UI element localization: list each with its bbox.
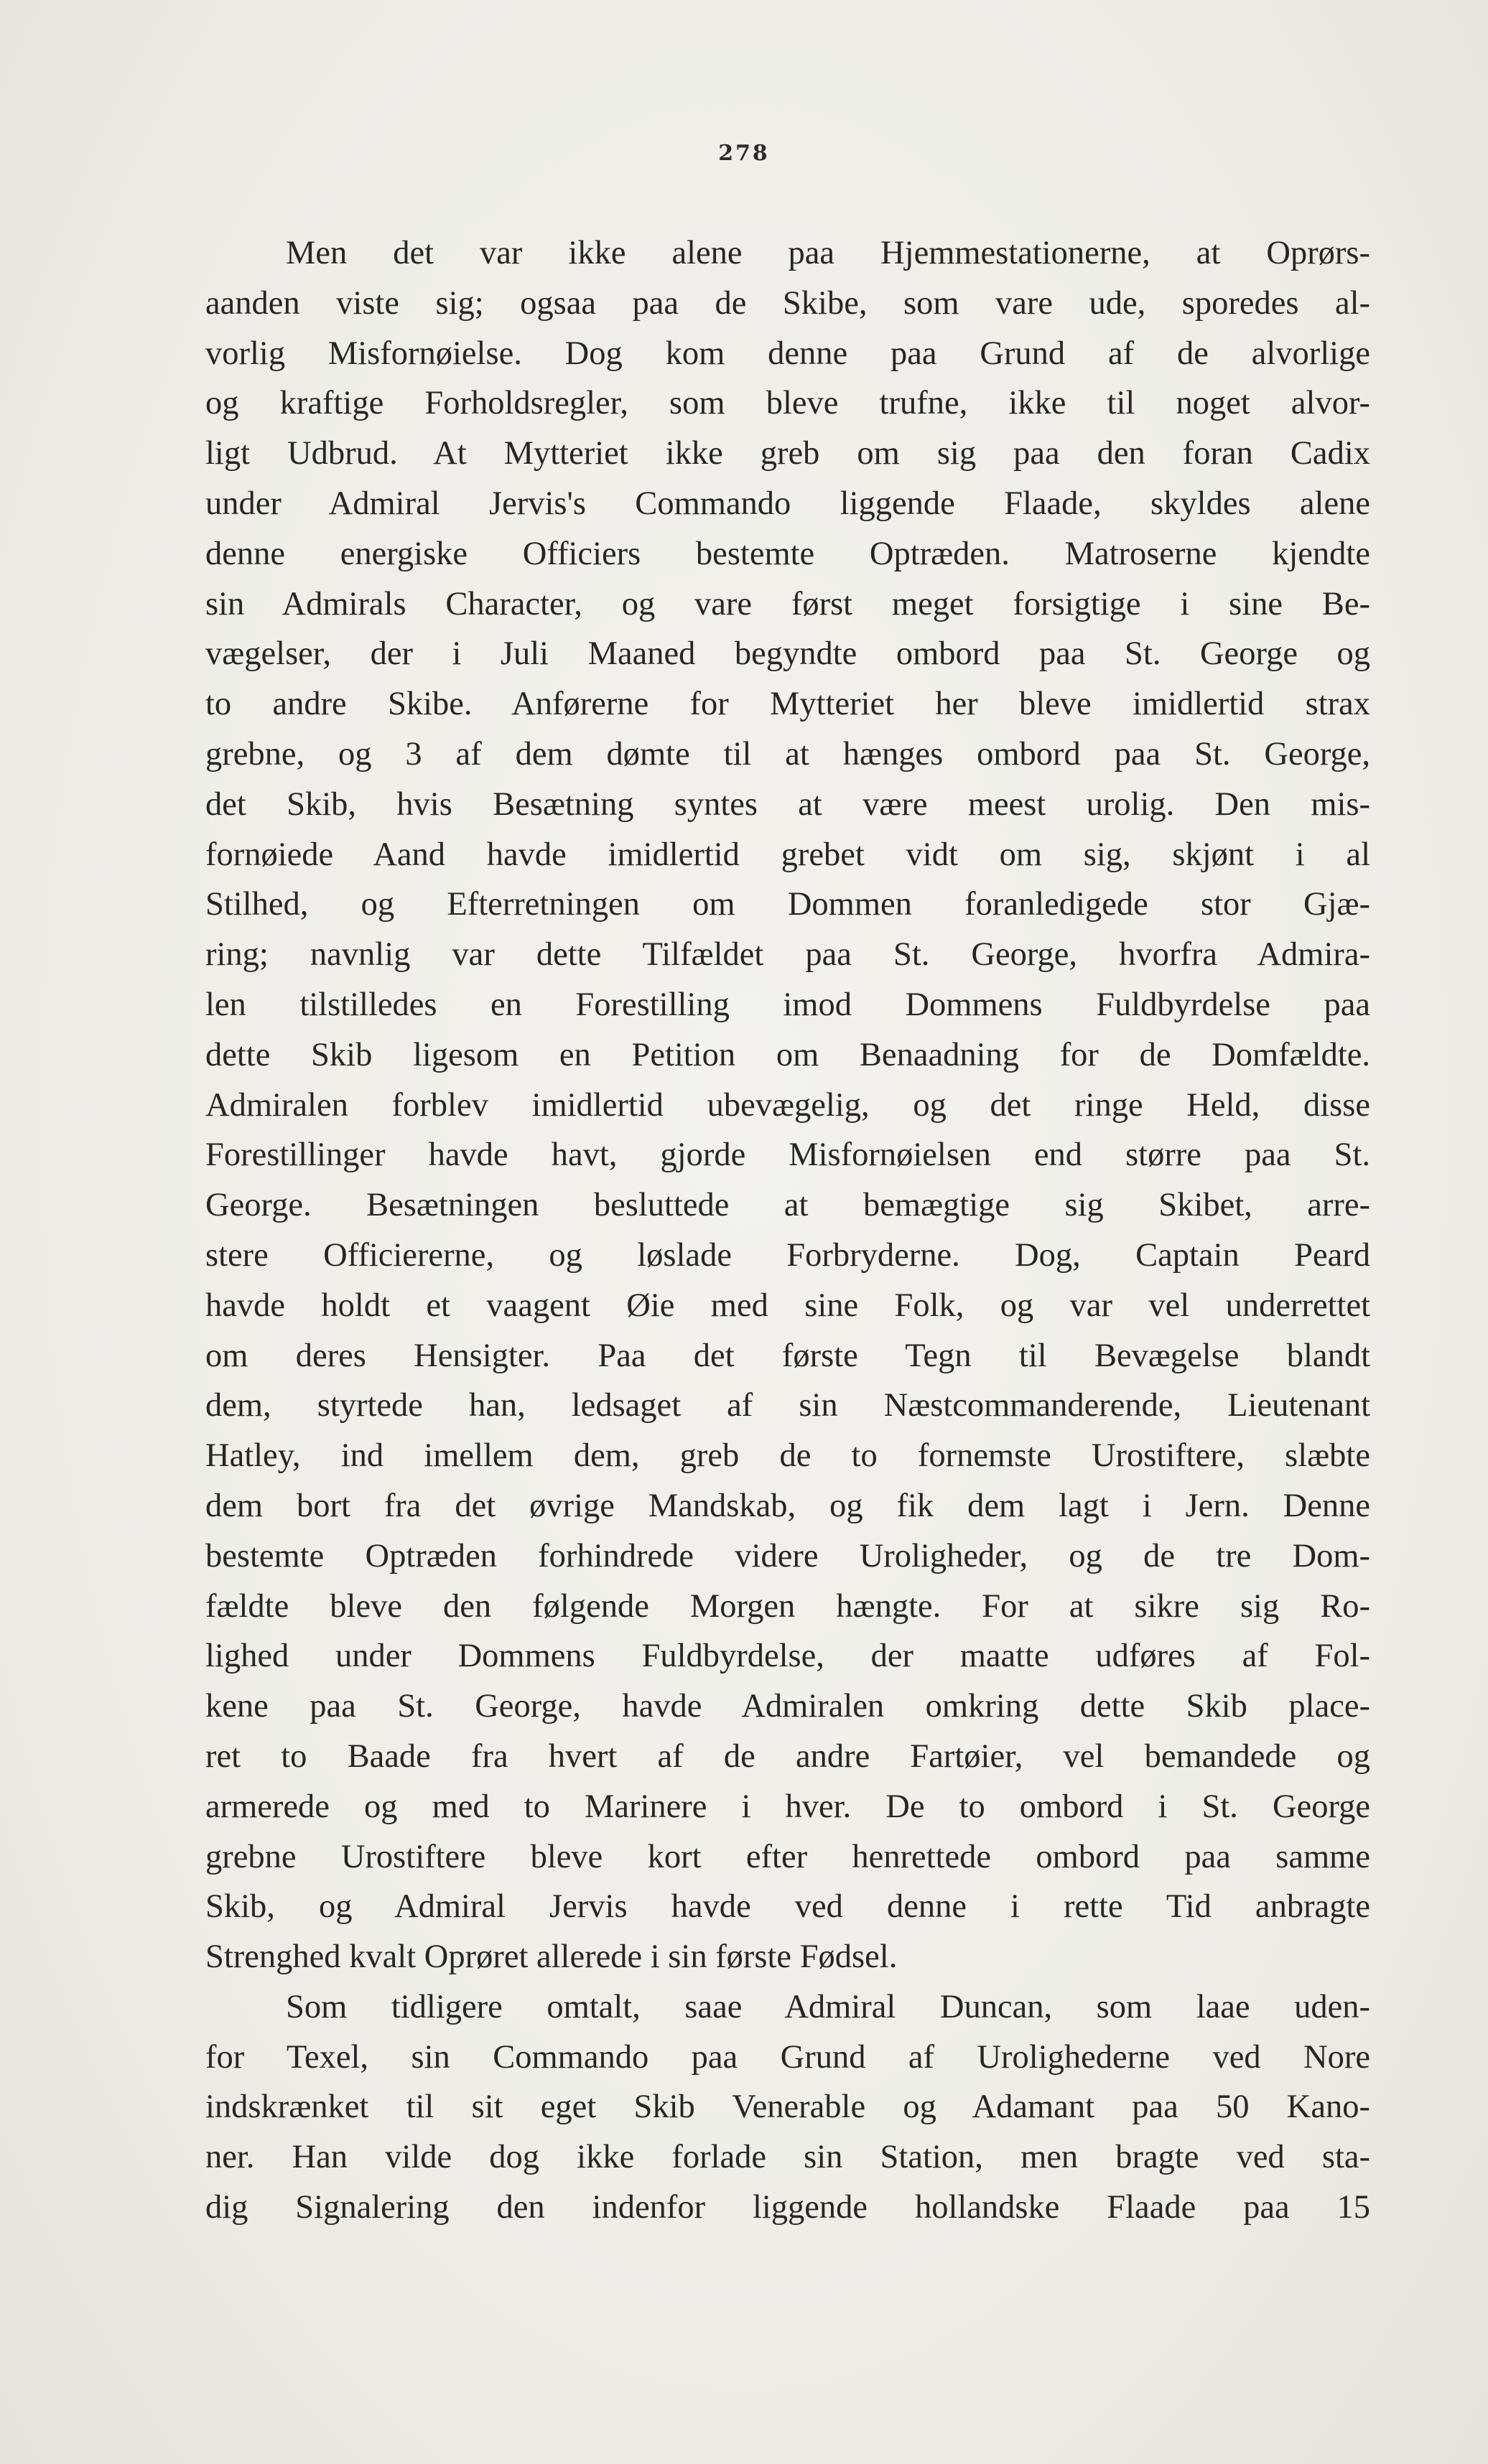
text-line: Stilhed, og Efterretningen om Dommen foranledigede stor Gjæ- xyxy=(205,886,1370,923)
text-line: ret to Baade fra hvert af de andre Fartøier, vel bemandede og xyxy=(205,1737,1370,1775)
text-line: George. Besætningen besluttede at bemægtige sig Skibet, arre- xyxy=(205,1187,1370,1224)
text-line: ligt Udbrud. At Mytteriet ikke greb om sig paa den foran Cadix xyxy=(205,435,1370,472)
text-line: dem bort fra det øvrige Mandskab, og fik dem lagt i Jern. Denne xyxy=(205,1487,1370,1524)
text-line: dem, styrtede han, ledsaget af sin Næstcommanderende, Lieutenant xyxy=(205,1387,1370,1424)
text-line: vægelser, der i Juli Maaned begyndte ombord paa St. George og xyxy=(205,635,1370,673)
page-number: 278 xyxy=(718,141,770,166)
text-line: Men det var ikke alene paa Hjemmestationerne, at Oprørs- xyxy=(286,235,1370,271)
text-line: bestemte Optræden forhindrede videre Uroligheder, og de tre Dom- xyxy=(205,1537,1370,1574)
text-line: fældte bleve den følgende Morgen hængte. For at sikre sig Ro- xyxy=(205,1587,1370,1625)
paragraph-2 xyxy=(205,1982,1370,2233)
text-line: Som tidligere omtalt, saae Admiral Duncan, som laae uden- xyxy=(286,1988,1370,2025)
text-line: Hatley, ind imellem dem, greb de to fornemste Urostiftere, slæbte xyxy=(205,1437,1370,1475)
text-line: Strenghed kvalt Oprøret allerede i sin første Fødsel. xyxy=(205,1938,898,1976)
text-line: kene paa St. George, havde Admiralen omkring dette Skib place- xyxy=(205,1688,1370,1725)
text-line: armerede og med to Marinere i hver. De to ombord i St. George xyxy=(205,1788,1370,1825)
text-line: ner. Han vilde dog ikke forlade sin Station, men bragte ved sta- xyxy=(205,2139,1370,2176)
text-line: aanden viste sig; ogsaa paa de Skibe, som vare ude, sporedes al- xyxy=(205,284,1370,322)
text-line: vorlig Misfornøielse. Dog kom denne paa Grund af de alvorlige xyxy=(205,335,1370,372)
text-line: denne energiske Officiers bestemte Optræden. Matroserne kjendte xyxy=(205,535,1370,572)
text-line: dig Signalering den indenfor liggende hollandske Flaade paa 15 xyxy=(205,2189,1370,2226)
text-line: under Admiral Jervis's Commando liggende Flaade, skyldes alene xyxy=(205,485,1370,522)
text-line: for Texel, sin Commando paa Grund af Urolighederne ved Nore xyxy=(205,2038,1370,2076)
text-line: to andre Skibe. Anførerne for Mytteriet her bleve imidlertid strax xyxy=(205,686,1370,723)
text-line: Admiralen forblev imidlertid ubevægelig, og det ringe Held, disse xyxy=(205,1086,1370,1124)
paragraph-1 xyxy=(205,228,1370,1982)
text-line: sin Admirals Character, og vare først meget forsigtige i sine Be- xyxy=(205,585,1370,622)
text-line: stere Officiererne, og løslade Forbryderne. Dog, Captain Peard xyxy=(205,1236,1370,1274)
text-line: og kraftige Forholdsregler, som bleve trufne, ikke til noget alvor- xyxy=(205,385,1370,422)
text-line: om deres Hensigter. Paa det første Tegn til Bevægelse blandt xyxy=(205,1337,1370,1374)
text-line: lighed under Dommens Fuldbyrdelse, der maatte udføres af Fol- xyxy=(205,1638,1370,1675)
text-line: havde holdt et vaagent Øie med sine Folk, og var vel underrettet xyxy=(205,1287,1370,1324)
text-line: indskrænket til sit eget Skib Venerable og Adamant paa 50 Kano- xyxy=(205,2089,1370,2126)
text-line: Forestillinger havde havt, gjorde Misfornøielsen end større paa St. xyxy=(205,1137,1370,1174)
text-line: dette Skib ligesom en Petition om Benaadning for de Domfældte. xyxy=(205,1036,1370,1073)
text-line: grebne, og 3 af dem dømte til at hænges ombord paa St. George, xyxy=(205,735,1370,773)
text-line: len tilstilledes en Forestilling imod Dommens Fuldbyrdelse paa xyxy=(205,986,1370,1023)
text-line: Skib, og Admiral Jervis havde ved denne i rette Tid anbragte xyxy=(205,1888,1370,1926)
text-line: ring; navnlig var dette Tilfældet paa St. George, hvorfra Admira- xyxy=(205,936,1370,974)
text-line: grebne Urostiftere bleve kort efter henrettede ombord paa samme xyxy=(205,1838,1370,1875)
text-line: fornøiede Aand havde imidlertid grebet vidt om sig, skjønt i al xyxy=(205,836,1370,873)
text-line: det Skib, hvis Besætning syntes at være meest urolig. Den mis- xyxy=(205,785,1370,823)
body-text xyxy=(205,228,1370,2233)
